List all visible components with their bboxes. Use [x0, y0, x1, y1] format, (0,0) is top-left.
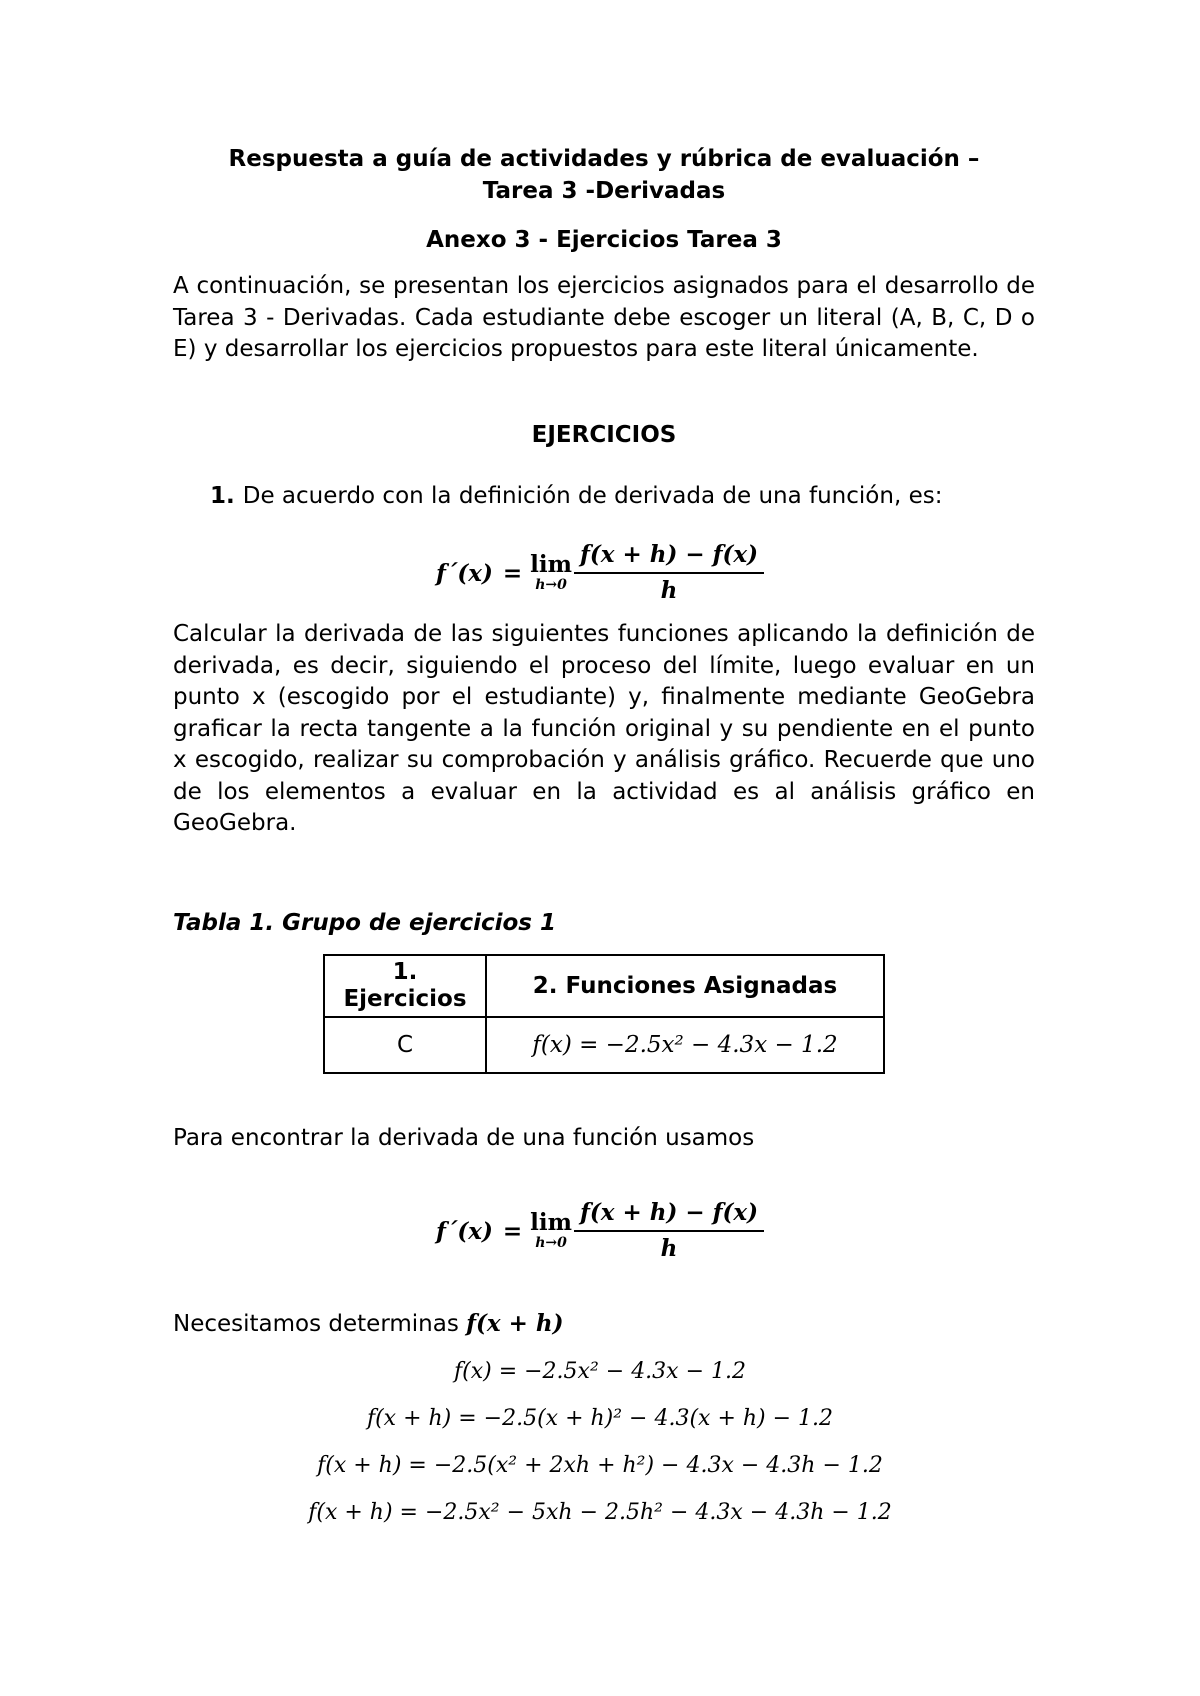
formula-fraction [574, 540, 764, 606]
section-heading: EJERCICIOS [531, 422, 677, 448]
annex-title: Anexo 3 - Ejercicios Tarea 3 [426, 227, 782, 253]
header-functions: 2. Funciones Asignadas [486, 955, 884, 1017]
formula-fraction [574, 1198, 764, 1264]
formula-equals: = [502, 1217, 523, 1245]
title-line-2: Tarea 3 -Derivadas [482, 178, 726, 204]
exercises-table [323, 954, 885, 1074]
table-caption: Tabla 1. Grupo de ejercicios 1 [173, 910, 557, 936]
formula-limit [530, 553, 572, 593]
intro-paragraph: A continuación, se presentan los ejercicios asignados para el desarrollo de Tarea 3 - Derivadas. Cada estudiante debe escoger un literal (A, B, C, D o E) y desarrollar los ejercicios propuestos para este literal únicamente. [173, 273, 1035, 362]
fraction-numerator: f(x + h) − f(x) [574, 1198, 764, 1232]
header-exercises-line-2: Ejercicios [343, 986, 467, 1012]
fraction-denominator: h [660, 577, 678, 604]
limit-subscript: h→0 [535, 1235, 567, 1251]
need-text: Necesitamos determinas [173, 1311, 467, 1337]
find-derivative-text: Para encontrar la derivada de una función usamos [173, 1125, 755, 1151]
table-header-row [324, 955, 884, 1017]
formula-limit [530, 1211, 572, 1251]
limit-subscript: h→0 [535, 577, 567, 593]
question-number: 1. [210, 483, 235, 509]
formula-lhs: f´(x) [435, 1217, 493, 1245]
need-math: f(x + h) [466, 1310, 564, 1337]
formula-equals: = [502, 559, 523, 587]
derivative-definition-formula [0, 540, 1200, 606]
fraction-numerator: f(x + h) − f(x) [574, 540, 764, 574]
step-equation-3: f(x + h) = −2.5(x² + 2xh + h²) − 4.3x − 4.3h − 1.2 [317, 1453, 883, 1478]
question-text: De acuerdo con la definición de derivada de una función, es: [242, 483, 943, 509]
instructions-paragraph: Calcular la derivada de las siguientes funciones aplicando la definición de derivada, es decir, siguiendo el proceso del límite, luego evaluar en un punto x (escogido por el estudiante) y, finalmente mediante GeoGebra graficar la recta tangente a la función original y su pendiente en el punto x escogido, realizar su comprobación y análisis gráfico. Recuerde que uno de los elementos a evaluar en la actividad es al análisis gráfico en GeoGebra. [173, 621, 1035, 836]
table-row [324, 1017, 884, 1073]
step-equation-2: f(x + h) = −2.5(x + h)² − 4.3(x + h) − 1.2 [366, 1406, 834, 1431]
title-line-1: Respuesta a guía de actividades y rúbrica de evaluación – [228, 146, 980, 172]
cell-letter: C [324, 1017, 486, 1073]
header-exercises-line-1: 1. [392, 959, 418, 985]
need-determine-text [173, 1308, 1035, 1340]
cell-function: f(x) = −2.5x² − 4.3x − 1.2 [486, 1017, 884, 1073]
document-title [173, 143, 1035, 207]
formula-lhs: f´(x) [435, 559, 493, 587]
limit-word: lim [530, 1209, 572, 1236]
limit-word: lim [530, 551, 572, 578]
header-exercises [324, 955, 486, 1017]
fraction-denominator: h [660, 1235, 678, 1262]
derivative-definition-formula-2 [0, 1198, 1200, 1264]
step-equation-4: f(x + h) = −2.5x² − 5xh − 2.5h² − 4.3x − 4.3h − 1.2 [308, 1500, 892, 1525]
question-1 [210, 480, 1030, 512]
step-equation-1: f(x) = −2.5x² − 4.3x − 1.2 [453, 1359, 746, 1384]
